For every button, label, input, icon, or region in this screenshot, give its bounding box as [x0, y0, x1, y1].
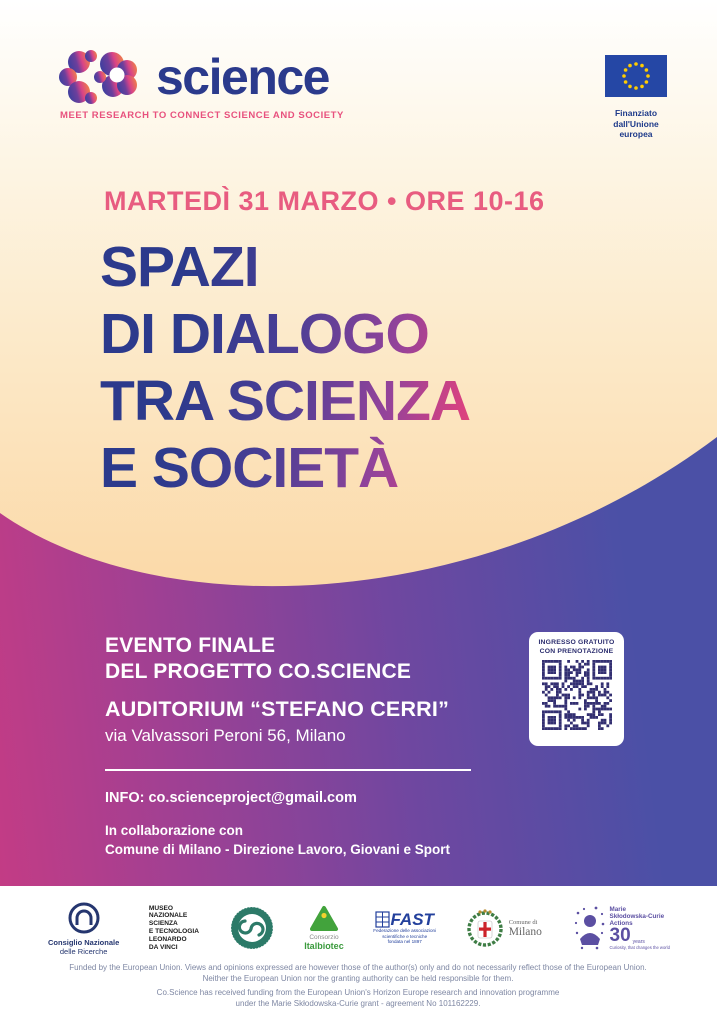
- cnr-label-line1: Consiglio Nazionale: [48, 937, 120, 947]
- coscience-molecule-icon: [58, 49, 146, 105]
- cnr-label-line2: delle Ricerche: [59, 946, 108, 956]
- msca-curie-icon: [572, 905, 606, 951]
- contact-email: INFO: co.scienceproject@gmail.com: [105, 790, 357, 806]
- italbiotec-line1: Consorzio: [309, 934, 339, 941]
- event-address: via Valvassori Peroni 56, Milano: [105, 726, 346, 745]
- fast-sub1: Federazione delle associazioni: [373, 928, 437, 934]
- partner-comune-milano: [466, 907, 542, 949]
- funding-note-line1: Co.Science has received funding from the European Union's Horizon Europe research and innovation programme: [156, 988, 560, 997]
- comune-milano-label: [509, 919, 542, 938]
- qr-label: [529, 639, 624, 656]
- funding-note: [28, 988, 688, 1009]
- fast-sub2: scientifiche e tecniche: [382, 933, 428, 939]
- qr-panel: [529, 632, 624, 746]
- event-date: MARTEDÌ 31 MARZO • ORE 10-16: [104, 186, 545, 216]
- msca-line3: Actions: [609, 920, 633, 928]
- title-line-1: SPAZI: [100, 235, 259, 299]
- museo-line6: DA VINCI: [148, 943, 178, 951]
- museo-line1: MUSEO: [148, 904, 174, 912]
- eu-funding-line2: dall'Unione europea: [613, 118, 659, 139]
- museo-line5: LEONARDO: [148, 935, 187, 943]
- event-subtitle-line1: EVENTO FINALE: [105, 634, 276, 657]
- museo-label: [149, 905, 199, 952]
- qr-label-line1: INGRESSO GRATUITO: [538, 639, 615, 646]
- italbiotec-label: [304, 934, 344, 951]
- italbiotec-line2: Italbiotec: [304, 941, 344, 951]
- msca-line1: Marie: [609, 905, 626, 913]
- fast-emblem-icon: [375, 911, 390, 928]
- partner-logos-row: [48, 893, 670, 963]
- event-title: [100, 234, 600, 502]
- msca-line2: Skłodowska-Curie: [609, 912, 665, 920]
- msca-years: years: [632, 939, 645, 946]
- eu-funding-block: [598, 55, 674, 140]
- eu-disclaimer: [28, 963, 688, 984]
- cnr-logo-icon: [67, 901, 101, 935]
- comune-line2: Milano: [508, 925, 542, 938]
- coscience-logo: [58, 48, 329, 106]
- partner-msca: [572, 905, 670, 951]
- partner-museo-scienza: [149, 905, 199, 952]
- partner-cnr: [48, 901, 119, 956]
- msca-tagline: Curiosity, that changes the world: [609, 945, 670, 951]
- eu-flag-icon: [605, 55, 667, 97]
- fast-wordmark: FAST: [390, 910, 434, 930]
- italbiotec-triangle-icon: [309, 905, 339, 932]
- museo-line4: E TECNOLOGIA: [148, 928, 200, 935]
- collaboration-line2: Comune di Milano - Direzione Lavoro, Giovani e Sport: [105, 842, 451, 857]
- title-line-3: TRA SCIENZA: [100, 369, 471, 433]
- collaboration-line1: In collaborazione con: [105, 823, 244, 838]
- msca-30: 30: [609, 925, 631, 947]
- partner-unimi: [229, 905, 275, 951]
- event-subtitle-line2: DEL PROGETTO CO.SCIENCE: [105, 660, 412, 683]
- fast-sub3: fondata nel 1897: [387, 939, 422, 945]
- museo-line3: SCIENZA: [148, 920, 178, 928]
- qr-code: [542, 660, 612, 730]
- eu-funding-line1: Finanziato: [614, 108, 658, 118]
- collaboration-note: [105, 821, 450, 859]
- event-venue: AUDITORIUM “STEFANO CERRI”: [105, 697, 450, 721]
- eu-funding-label: [598, 108, 674, 140]
- eu-disclaimer-line1: Funded by the European Union. Views and opinions expressed are however those of the author(s) only and do not necessarily reflect those of the European Union.: [69, 963, 647, 972]
- divider-line: [105, 769, 471, 771]
- title-line-4: E SOCIETÀ: [100, 436, 399, 500]
- qr-label-line2: CON PRENOTAZIONE: [539, 647, 614, 655]
- logo-wordmark: science: [156, 49, 329, 105]
- title-line-2: DI DIALOGO: [100, 302, 429, 366]
- cnr-label: [48, 938, 119, 956]
- funding-note-line2: under the Marie Skłodowska-Curie grant - agreement No 101162229.: [235, 998, 481, 1008]
- comune-milano-crest-icon: [466, 907, 504, 949]
- partner-italbiotec: [304, 905, 344, 951]
- museo-line2: NAZIONALE: [148, 912, 188, 920]
- msca-label: [610, 906, 670, 951]
- eu-disclaimer-line2: Neither the European Union nor the granting authority can be held responsible for them.: [202, 973, 514, 983]
- unimi-seal-icon: [229, 905, 275, 951]
- event-subtitle: [105, 633, 411, 685]
- logo-tagline: MEET RESEARCH TO CONNECT SCIENCE AND SOCIETY: [60, 110, 344, 121]
- partner-fast: [373, 911, 436, 945]
- comune-line1: Comune di: [508, 918, 538, 926]
